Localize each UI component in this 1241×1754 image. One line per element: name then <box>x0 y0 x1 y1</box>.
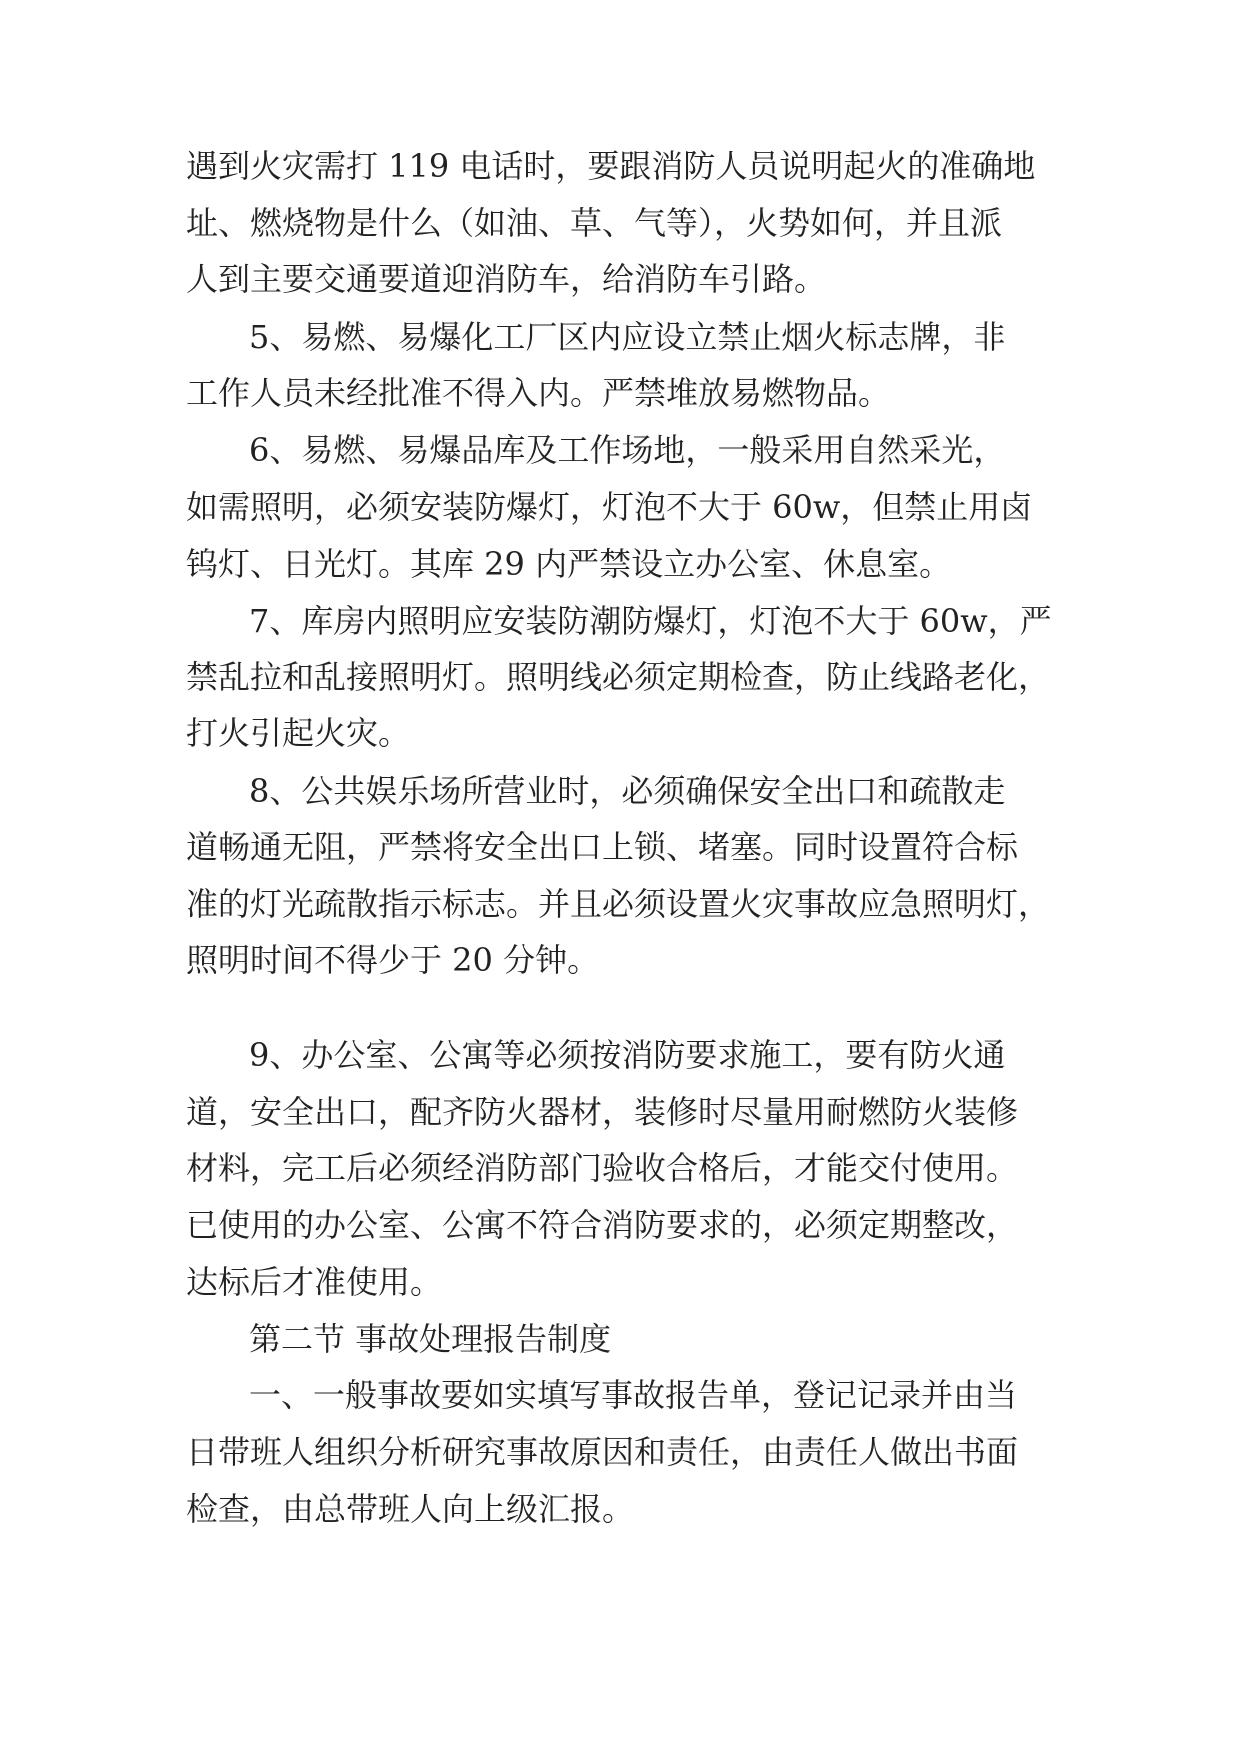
item-7-line-2: 禁乱拉和乱接照明灯。照明线必须定期检查，防止线路老化， <box>186 658 1051 696</box>
item-6-line-2: 如需照明，必须安装防爆灯，灯泡不大于 60w，但禁止用卤 <box>186 488 1033 526</box>
item-9-line-4: 已使用的办公室、公寓不符合消防要求的，必须定期整改， <box>186 1206 1019 1244</box>
item-6-line-1: 6、易燃、易爆品库及工作场地，一般采用自然采光， <box>249 431 1006 469</box>
section-item-1-line-3: 检查，由总带班人向上级汇报。 <box>186 1490 635 1528</box>
item-9-line-1: 9、办公室、公寓等必须按消防要求施工，要有防火通 <box>249 1036 1006 1074</box>
item-6-line-3: 钨灯、日光灯。其库 29 内严禁设立办公室、休息室。 <box>186 545 952 583</box>
item-5-line-2: 工作人员未经批准不得入内。严禁堆放易燃物品。 <box>186 374 891 412</box>
section-item-1-line-1: 一、一般事故要如实填写事故报告单，登记记录并由当 <box>249 1376 1018 1414</box>
item-7-line-3: 打火引起火灾。 <box>186 714 411 752</box>
item-5-line-1: 5、易燃、易爆化工厂区内应设立禁止烟火标志牌，非 <box>249 318 1006 356</box>
body-line-3: 人到主要交通要道迎消防车，给消防车引路。 <box>186 260 827 298</box>
body-line-1: 遇到火灾需打 119 电话时，要跟消防人员说明起火的准确地 <box>186 147 1036 185</box>
item-9-line-5: 达标后才准使用。 <box>186 1263 443 1301</box>
item-8-line-1: 8、公共娱乐场所营业时，必须确保安全出口和疏散走 <box>249 772 1006 810</box>
item-9-line-3: 材料，完工后必须经消防部门验收合格后，才能交付使用。 <box>186 1149 1019 1187</box>
body-line-2: 址、燃烧物是什么（如油、草、气等），火势如何，并且派 <box>186 204 1003 242</box>
item-8-line-4: 照明时间不得少于 20 分钟。 <box>186 941 600 979</box>
item-8-line-3: 准的灯光疏散指示标志。并且必须设置火灾事故应急照明灯， <box>186 885 1051 923</box>
item-7-line-1: 7、库房内照明应安装防潮防爆灯，灯泡不大于 60w，严 <box>249 602 1052 640</box>
item-8-line-2: 道畅通无阻，严禁将安全出口上锁、堵塞。同时设置符合标 <box>186 828 1019 866</box>
section-item-1-line-2: 日带班人组织分析研究事故原因和责任，由责任人做出书面 <box>186 1433 1019 1471</box>
section-heading: 第二节 事故处理报告制度 <box>249 1320 612 1358</box>
item-9-line-2: 道，安全出口，配齐防火器材，装修时尽量用耐燃防火装修 <box>186 1093 1019 1131</box>
